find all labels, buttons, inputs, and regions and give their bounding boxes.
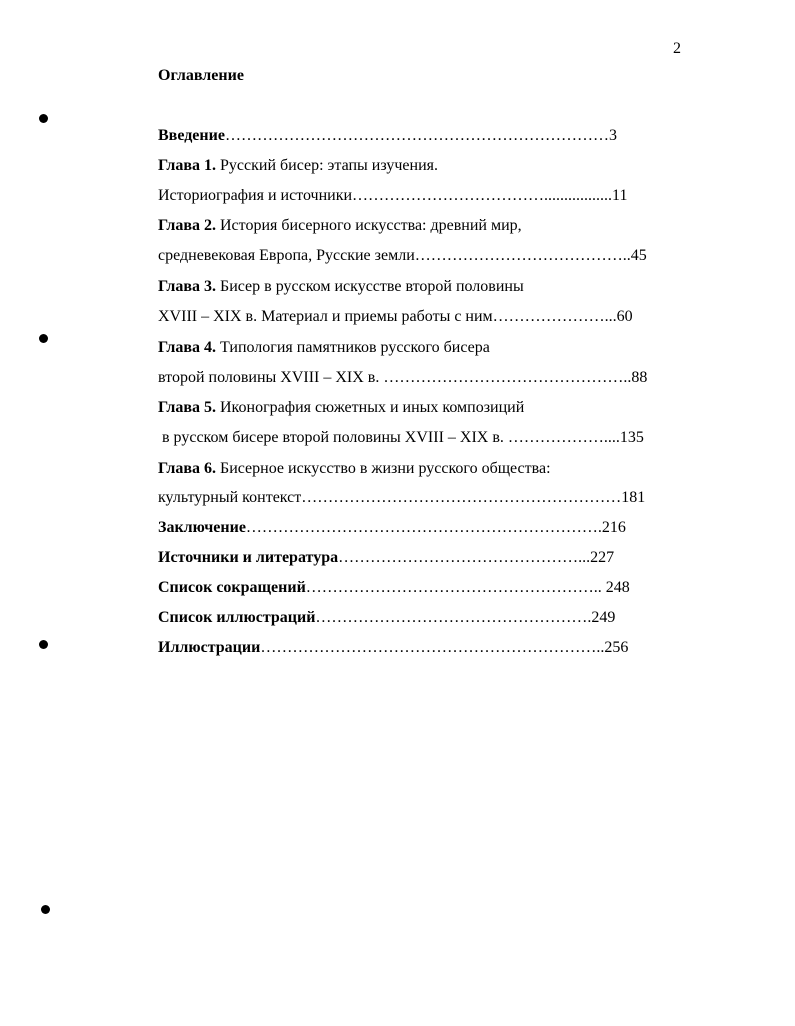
binding-hole-mark bbox=[39, 114, 48, 123]
toc-entry-text: ………………………………………………………….216 bbox=[245, 519, 626, 536]
toc-entry-continuation[interactable] bbox=[158, 488, 645, 508]
toc-entry-text: Бисерное искусство в жизни русского общества: bbox=[216, 460, 551, 477]
toc-entry-heading: Глава 4. bbox=[158, 339, 216, 356]
binding-hole-mark bbox=[41, 905, 50, 914]
toc-entry-text: Русский бисер: этапы изучения. bbox=[216, 157, 438, 174]
toc-entry-text: Иконография сюжетных и иных композиций bbox=[216, 399, 525, 416]
toc-entry-heading: Введение bbox=[158, 127, 225, 144]
toc-entry-text: …………………………………………….249 bbox=[315, 609, 616, 626]
toc-entry-chapter-5[interactable] bbox=[158, 398, 524, 418]
toc-entry-chapter-4[interactable] bbox=[158, 338, 490, 358]
toc-entry-text: ……………………………………………….. 248 bbox=[305, 579, 630, 596]
toc-entry-heading: Список сокращений bbox=[158, 579, 306, 596]
toc-entry-heading: Заключение bbox=[158, 519, 246, 536]
toc-entry-continuation[interactable] bbox=[158, 428, 644, 448]
toc-entry-heading: Глава 1. bbox=[158, 157, 216, 174]
toc-entry-text: История бисерного искусства: древний мир, bbox=[216, 217, 522, 234]
toc-title: Оглавление bbox=[158, 67, 244, 84]
toc-entry-illustrations[interactable] bbox=[158, 638, 628, 658]
binding-hole-mark bbox=[39, 334, 48, 343]
toc-entry-text: средневековая Европа, Русские земли…………………………………..45 bbox=[158, 247, 647, 264]
toc-entry-text: второй половины XVIII – XIX в. ………………………………………..88 bbox=[158, 369, 648, 386]
toc-entry-heading: Источники и литература bbox=[158, 549, 339, 566]
binding-hole-mark bbox=[39, 640, 48, 649]
toc-entry-heading: Глава 2. bbox=[158, 217, 216, 234]
toc-entry-text: Историография и источники……………………………….................11 bbox=[158, 187, 628, 204]
toc-entry-continuation[interactable] bbox=[158, 186, 627, 206]
toc-entry-text: Типология памятников русского бисера bbox=[216, 339, 490, 356]
toc-entry-conclusion[interactable] bbox=[158, 518, 626, 538]
toc-entry-text: в русском бисере второй половины XVIII – XIX в. ………………....135 bbox=[158, 429, 644, 446]
toc-entry-heading: Иллюстрации bbox=[158, 639, 261, 656]
toc-entry-text: ………………………………………………………………3 bbox=[224, 127, 617, 144]
toc-entry-text: ………………………………………………………..256 bbox=[260, 639, 629, 656]
toc-entry-text: ………………………………………...227 bbox=[338, 549, 615, 566]
toc-entry-chapter-1[interactable] bbox=[158, 156, 438, 176]
toc-entry-heading: Глава 5. bbox=[158, 399, 216, 416]
toc-entry-text: Бисер в русском искусстве второй половины bbox=[216, 278, 524, 295]
page-number: 2 bbox=[673, 40, 681, 57]
toc-entry-list-of-illustrations[interactable] bbox=[158, 608, 615, 628]
toc-entry-continuation[interactable] bbox=[158, 246, 647, 266]
toc-entry-abbreviations[interactable] bbox=[158, 578, 630, 598]
toc-entry-continuation[interactable] bbox=[158, 307, 633, 327]
toc-entry-sources[interactable] bbox=[158, 548, 614, 568]
toc-entry-introduction[interactable] bbox=[158, 126, 617, 146]
toc-entry-chapter-6[interactable] bbox=[158, 459, 551, 479]
toc-entry-heading: Глава 3. bbox=[158, 278, 216, 295]
toc-entry-heading: Список иллюстраций bbox=[158, 609, 316, 626]
toc-entry-chapter-2[interactable] bbox=[158, 216, 522, 236]
toc-entry-heading: Глава 6. bbox=[158, 460, 216, 477]
toc-entry-text: XVIII – XIX в. Материал и приемы работы с ним…………………...60 bbox=[158, 308, 633, 325]
toc-entry-text: культурный контекст……………………………………………………181 bbox=[158, 489, 646, 506]
toc-entry-chapter-3[interactable] bbox=[158, 277, 524, 297]
toc-entry-continuation[interactable] bbox=[158, 368, 647, 388]
